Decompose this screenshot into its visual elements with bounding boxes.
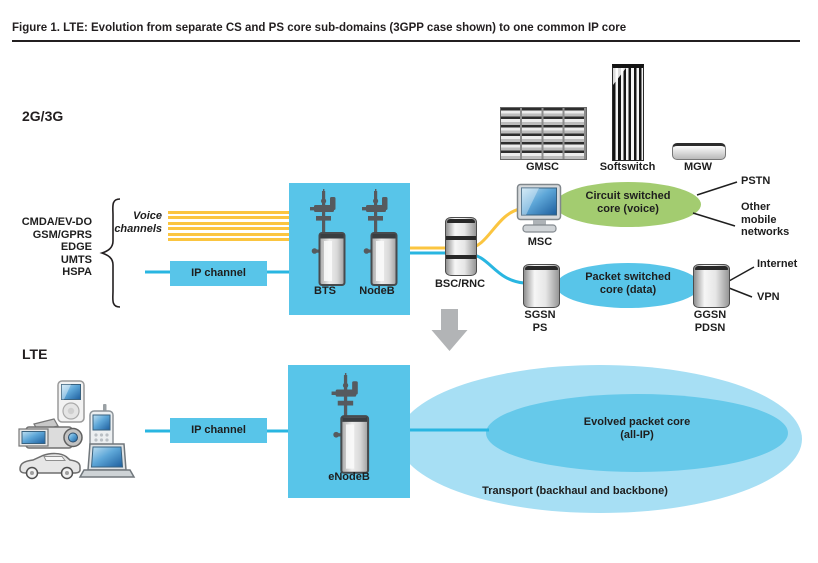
figure-caption: Figure 1. LTE: Evolution from separate CS and PS core sub-domains (3GPP case shown) to one common IP core <box>12 22 627 34</box>
ps-core-line2: core (data) <box>599 283 657 296</box>
cylinder-cap <box>695 266 728 270</box>
caption-rule <box>12 40 800 42</box>
gmsc-rack-icon <box>500 107 587 160</box>
voice-channels-label <box>98 210 162 235</box>
softswitch-tower-icon <box>612 64 644 161</box>
enodeb-antenna-icon <box>322 373 372 481</box>
cs-core-line1: Circuit switched <box>585 190 671 202</box>
circuit-switched-core-ellipse <box>555 182 701 227</box>
technology-item: HSPA <box>62 266 92 278</box>
ip-channel-label: IP channel <box>191 267 246 280</box>
epc-line2: (all-IP) <box>620 428 654 441</box>
voice-channel-stripes <box>168 211 289 243</box>
cs-core-line2: core (voice) <box>597 202 659 215</box>
ggsn-cylinder-icon <box>693 264 730 308</box>
voice-stripe <box>168 216 289 219</box>
sgsn-line2: PS <box>532 321 548 334</box>
enodeb-label: eNodeB <box>328 471 370 483</box>
cylinder-band <box>446 236 476 240</box>
pstn-label: PSTN <box>741 175 771 187</box>
base-station-box <box>289 183 410 315</box>
technology-item: CMDA/EV-DO <box>21 216 92 228</box>
laptop-icon <box>80 444 134 477</box>
other-line: Other <box>741 201 771 213</box>
enodeb-box <box>288 365 410 498</box>
transport-label: Transport (backhaul and backbone) <box>482 485 668 497</box>
media-player-icon <box>58 381 84 422</box>
other-line: mobile <box>741 213 777 226</box>
section-label-2g3g: 2G/3G <box>22 108 64 124</box>
voice-channels-line1: Voice <box>133 210 162 222</box>
voice-channels-line2: channels <box>114 222 162 235</box>
msc-label: MSC <box>527 236 553 248</box>
msc-computer-icon <box>516 183 564 235</box>
bsc-rnc-cylinder-icon <box>445 217 477 276</box>
bts-antenna-icon <box>303 189 347 299</box>
ip-channel-box-2g3g <box>170 261 267 286</box>
other-mobile-networks-label <box>741 201 789 239</box>
voice-stripe <box>168 227 289 230</box>
voice-stripe <box>168 211 289 214</box>
voice-stripe <box>168 233 289 236</box>
nodeb-antenna-icon <box>355 189 399 299</box>
other-line: networks <box>741 226 790 238</box>
softswitch-label: Softswitch <box>599 161 656 173</box>
technology-item: EDGE <box>60 241 92 253</box>
technology-list <box>14 216 92 279</box>
ps-core-line1: Packet switched <box>585 271 671 283</box>
sgsn-cylinder-icon <box>523 264 560 308</box>
technology-item: GSM/GPRS <box>32 228 92 241</box>
internet-label: Internet <box>757 258 798 270</box>
ip-channel-box-lte <box>170 418 267 443</box>
section-label-lte: LTE <box>22 346 48 362</box>
mgw-disc-icon <box>672 143 726 160</box>
sgsn-line1: SGSN <box>524 309 556 321</box>
nodeb-label: NodeB <box>359 285 395 297</box>
bsc-rnc-label: BSC/RNC <box>434 278 486 290</box>
voice-stripe <box>168 238 289 241</box>
voice-stripe <box>168 222 289 225</box>
mgw-label: MGW <box>683 161 713 173</box>
ggsn-line1: GGSN <box>693 309 727 321</box>
packet-switched-core-ellipse <box>556 263 700 308</box>
cylinder-cap <box>525 266 558 270</box>
lte-devices <box>15 376 137 488</box>
cylinder-cap <box>447 219 475 223</box>
evolved-packet-core-ellipse <box>486 394 788 472</box>
cylinder-band <box>446 255 476 259</box>
gmsc-label: GMSC <box>526 161 559 173</box>
car-icon <box>20 454 80 479</box>
technology-item: UMTS <box>60 253 92 266</box>
epc-line1: Evolved packet core <box>583 416 691 428</box>
ip-channel-label-lte: IP channel <box>191 424 246 437</box>
camcorder-icon <box>19 419 82 448</box>
down-arrow-icon <box>431 309 468 352</box>
ggsn-label <box>680 309 740 334</box>
ggsn-line2: PDSN <box>694 321 726 334</box>
bts-label: BTS <box>314 285 336 297</box>
sgsn-label <box>510 309 570 334</box>
vpn-label: VPN <box>757 291 780 303</box>
